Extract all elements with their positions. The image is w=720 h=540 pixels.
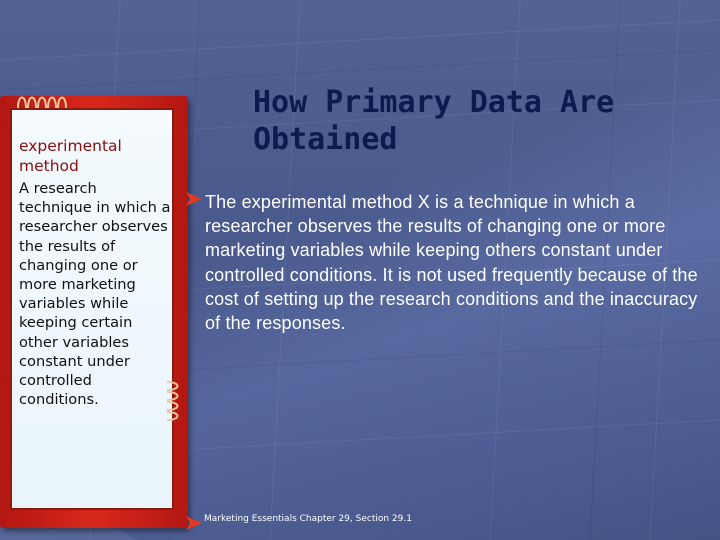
card-text (19, 137, 171, 409)
arrow-bullet-icon (186, 192, 202, 206)
vocabulary-definition: A research technique in which a researcher observes the results of changing one or more marketing variables while keeping certain other variables constant under controlled conditions. (19, 180, 171, 409)
arrow-bullet-icon (186, 516, 202, 530)
vocabulary-term: experimental method (19, 137, 122, 175)
slide-body: The experimental method X is a technique in which a researcher observes the results of changing one or more marketing variables while keeping others constant under controlled conditions. It is not used frequently because of the cost of setting up the research conditions and the inaccuracy of the responses. (205, 192, 698, 334)
slide-title: How Primary Data Are Obtained (253, 85, 615, 157)
slide-footer: Marketing Essentials Chapter 29, Section 29.1 (204, 514, 412, 524)
spiral-binding-icon (14, 88, 70, 112)
